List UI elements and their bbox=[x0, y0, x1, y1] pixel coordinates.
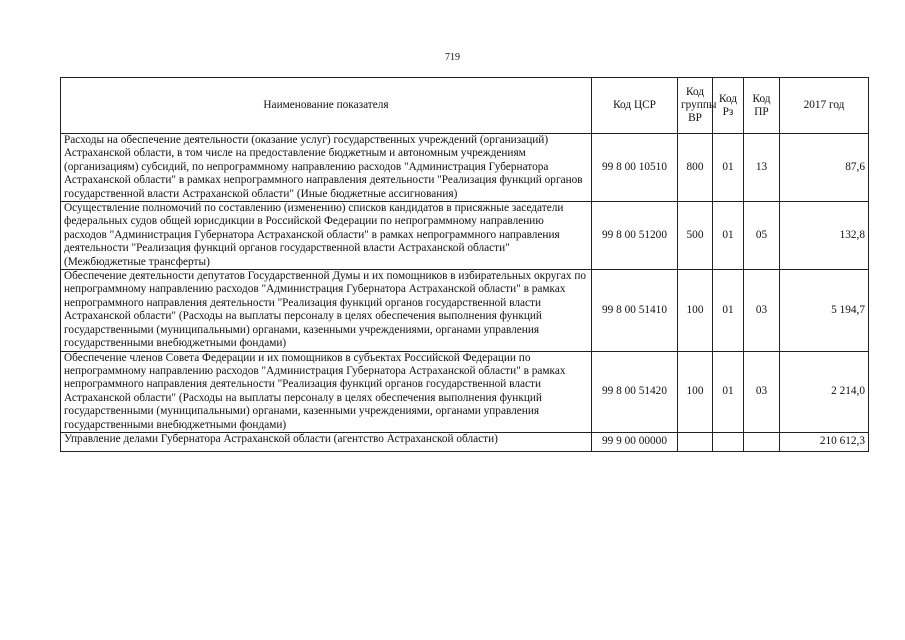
table-row bbox=[61, 351, 869, 432]
row-pr-code: 05 bbox=[744, 202, 780, 270]
table-row bbox=[61, 134, 869, 202]
table-row bbox=[61, 270, 869, 351]
header-pr bbox=[744, 78, 780, 134]
row-name: Расходы на обеспечение деятельности (оказание услуг) государственных учреждений (организаций) Астраханской области, в том числе на предоставление бюджетным и автономным учреждениям (организациям) субсидий, по непрограммному направлению расходов "Администрация Губернатора Астраханской области" в рамках непрограммного направления деятельности "Реализация функций органов государственной власти Астраханской области" (Иные бюджетные ассигнования) bbox=[61, 134, 592, 202]
row-rz-code bbox=[713, 432, 744, 451]
row-name: Осуществление полномочий по составлению (изменению) списков кандидатов в присяжные заседатели федеральных судов общей юрисдикции в Российской Федерации по непрограммному направлению расходов "Администрация Губернатора Астраханской области" в рамках непрограммного направления деятельности "Реализация функций органов государственной власти Астраханской области" (Межбюджетные трансферты) bbox=[61, 202, 592, 270]
row-amount: 210 612,3 bbox=[780, 432, 869, 451]
row-amount: 132,8 bbox=[780, 202, 869, 270]
row-pr-code: 03 bbox=[744, 351, 780, 432]
header-vr-line1: Код bbox=[685, 86, 705, 98]
header-vr-line3: ВР bbox=[688, 112, 702, 124]
header-csr: Код ЦСР bbox=[592, 78, 678, 134]
header-vr bbox=[678, 78, 717, 134]
header-rz-line2: Рз bbox=[722, 105, 734, 118]
row-csr-code: 99 8 00 51420 bbox=[592, 351, 678, 432]
row-rz-code: 01 bbox=[713, 134, 744, 202]
table-row-summary bbox=[61, 432, 869, 451]
row-csr-code: 99 8 00 10510 bbox=[592, 134, 678, 202]
row-amount: 5 194,7 bbox=[780, 270, 869, 351]
row-csr-code: 99 8 00 51410 bbox=[592, 270, 678, 351]
row-vr-code: 800 bbox=[678, 134, 713, 202]
row-name: Обеспечение деятельности депутатов Государственной Думы и их помощников в избирательных округах по непрограммному направлению расходов "Администрация Губернатора Астраханской области" в рамках непрограммного направления деятельности "Реализация функций органов государственной власти Астраханской области" (Расходы на выплаты персоналу в целях обеспечения выполнения функций государственными (муниципальными) органами, казенными учреждениями, органами управления государственными внебюджетными фондами) bbox=[61, 270, 592, 351]
header-pr-line1: Код bbox=[752, 92, 771, 105]
row-vr-code: 100 bbox=[678, 270, 713, 351]
header-rz-line1: Код bbox=[718, 92, 738, 105]
row-vr-code: 500 bbox=[678, 202, 713, 270]
header-rz bbox=[713, 78, 744, 134]
row-csr-code: 99 8 00 51200 bbox=[592, 202, 678, 270]
row-csr-code: 99 9 00 00000 bbox=[592, 432, 678, 451]
header-year: 2017 год bbox=[780, 78, 869, 134]
row-pr-code: 03 bbox=[744, 270, 780, 351]
page-number: 719 bbox=[445, 52, 460, 63]
row-vr-code bbox=[678, 432, 713, 451]
row-rz-code: 01 bbox=[713, 202, 744, 270]
budget-table bbox=[60, 77, 869, 452]
row-name: Обеспечение членов Совета Федерации и их помощников в субъектах Российской Федерации по непрограммному направлению расходов "Администрация Губернатора Астраханской области" в рамках непрограммного направления деятельности "Реализация функций органов государственной власти Астраханской области" (Расходы на выплаты персоналу в целях обеспечения выполнения функций государственными (муниципальными) органами, казенными учреждениями, органами управления государственными внебюджетными фондами) bbox=[61, 351, 592, 432]
header-name: Наименование показателя bbox=[61, 78, 592, 134]
header-pr-line2: ПР bbox=[754, 105, 769, 118]
table-header-row bbox=[61, 78, 869, 134]
row-pr-code bbox=[744, 432, 780, 451]
row-pr-code: 13 bbox=[744, 134, 780, 202]
row-vr-code: 100 bbox=[678, 351, 713, 432]
row-rz-code: 01 bbox=[713, 351, 744, 432]
row-amount: 2 214,0 bbox=[780, 351, 869, 432]
row-name: Управление делами Губернатора Астраханской области (агентство Астраханской области) bbox=[61, 432, 592, 451]
row-rz-code: 01 bbox=[713, 270, 744, 351]
table-row bbox=[61, 202, 869, 270]
header-vr-line2: группы bbox=[681, 99, 717, 111]
row-amount: 87,6 bbox=[780, 134, 869, 202]
